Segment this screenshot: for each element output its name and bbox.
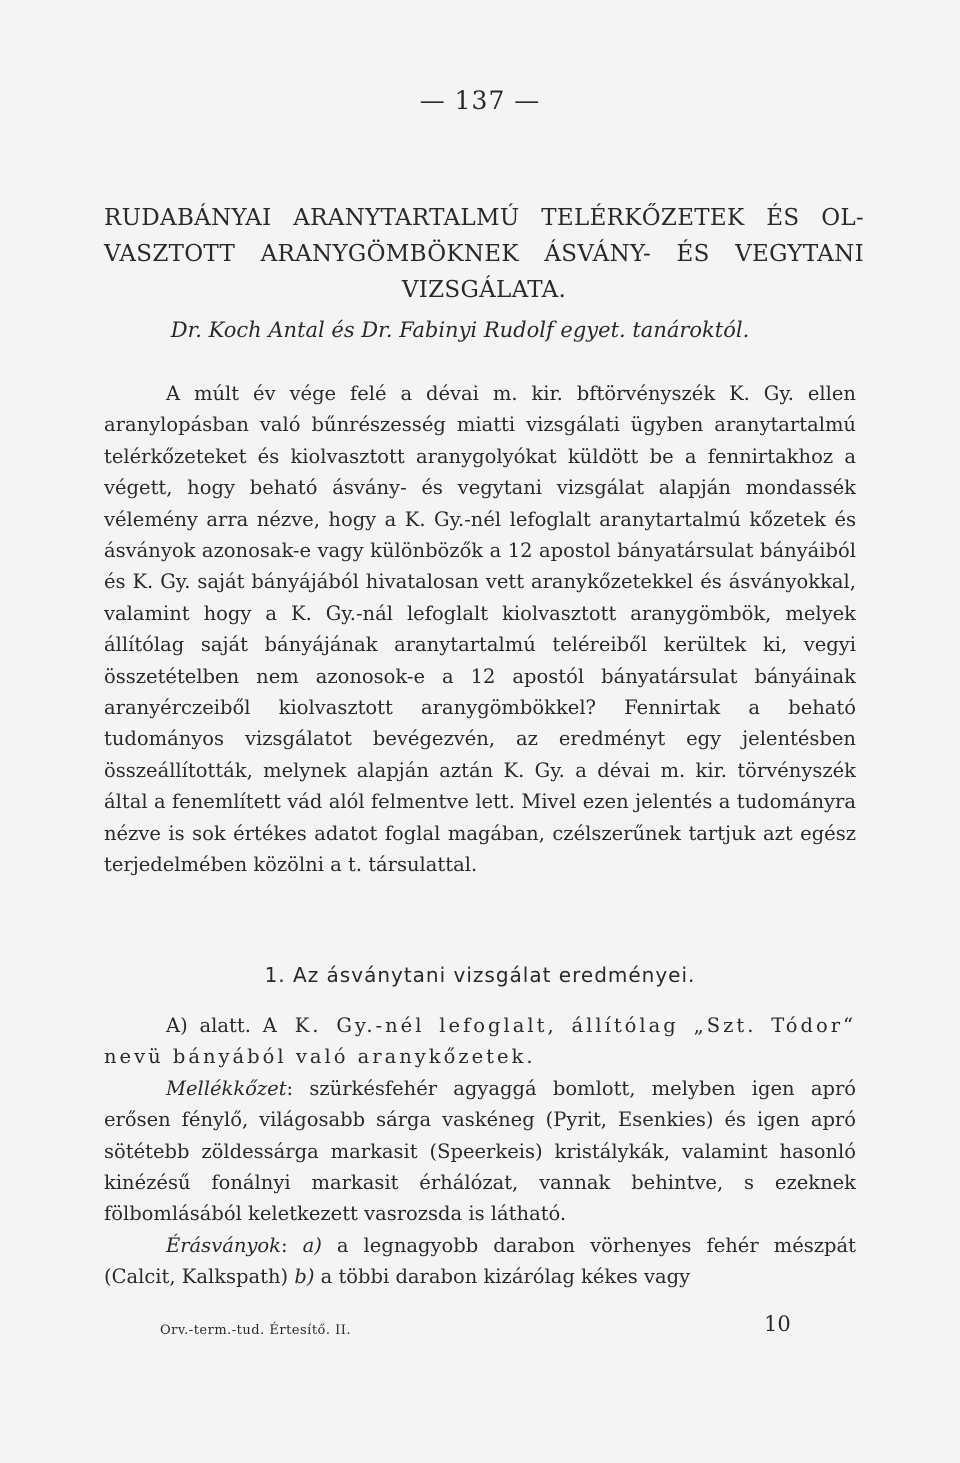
item-a-marker: a) xyxy=(302,1233,322,1257)
footer-signature: 10 xyxy=(764,1312,791,1336)
item-b-text: a többi darabon kizárólag kékes vagy xyxy=(314,1265,691,1289)
page-number: — 137 — xyxy=(419,86,541,115)
item-a-text: a legnagyobb darabon vörhenyes fehér mészpát (Calcit, Kalkspath) xyxy=(104,1233,856,1289)
section-heading: 1. Az ásványtani vizsgálat eredményei. xyxy=(264,963,696,987)
article-title xyxy=(104,200,864,308)
item-b-marker: b) xyxy=(294,1265,315,1289)
paragraph-erasvanyok xyxy=(104,1230,856,1293)
erasvanyok-colon: : xyxy=(280,1233,303,1257)
footer-source: Orv.-term.-tud. Értesítő. II. xyxy=(160,1323,352,1338)
title-line-1: RUDABÁNYAI ARANYTARTALMÚ TELÉRKŐZETEK ÉS OL- xyxy=(104,205,864,231)
intro-paragraph: A múlt év vége felé a dévai m. kir. bftörvényszék K. Gy. ellen aranylopásban való bűnrészesség miatti vizsgálati ügyben aranytartalmú telérkőzeteket és kiolvasztott aranygolyókat küldött be a fennirtakhoz a végett, hogy beható ásvány- és vegytani vizsgálat alapján mondassék vélemény arra nézve, hogy a K. Gy.-nél lefoglalt aranytartalmú kőzetek és ásványok azonosak-e vagy különbözők a 12 apostol bányatársulat bányáiból és K. Gy. saját bányájából hivatalosan vett aranykőzetekkel és ásványokkal, valamint hogy a K. Gy.-nál lefoglalt kiolvasztott aranygömbök, melyek állítólag saját bányájának aranytartalmú teléreiből kerültek ki, vegyi összetételben nem azonosok-e a 12 apostól bányatársulat bányáinak aranyérczeiből kiolvasztott aranygömbökkel? Fennirtak a beható tudományos vizsgálatot bevégezvén, az eredményt egy jelentésben összeállították, melynek alapján aztán K. Gy. a dévai m. kir. törvényszék által a fenemlített vád alól felmentve lett. Mivel ezen jelentés a tudományra nézve is sok értékes adatot foglal magában, czélszerűnek tartjuk azt egész terjedelmében közölni a t. társulattal. xyxy=(104,382,856,877)
subsection-heading: A K. Gy.-nél lefoglalt, állítólag „Szt. Tódor“ nevü bányából való aranykőzetek. xyxy=(104,1014,856,1069)
erasvanyok-lead: Érásványok xyxy=(166,1233,281,1257)
title-line-3: VIZSGÁLATA. xyxy=(401,277,567,303)
subsection-body xyxy=(104,1010,856,1293)
subsection-heading-paragraph xyxy=(104,1010,856,1073)
mellekkozet-lead: Mellékkőzet xyxy=(166,1076,287,1100)
title-line-2: VASZTOTT ARANYGÖMBÖKNEK ÁSVÁNY- ÉS VEGYTANI xyxy=(104,241,864,267)
paragraph-mellekkozet xyxy=(104,1073,856,1230)
intro-body xyxy=(104,378,856,881)
authors-line: Dr. Koch Antal és Dr. Fabinyi Rudolf egyet. tanároktól. xyxy=(170,318,750,342)
mellekkozet-text: : szürkésfehér agyaggá bomlott, melyben igen apró erősen fénylő, világosabb sárga vaskéneg (Pyrit, Esenkies) és igen apró sötétebb zöldessárga markasit (Speerkeis) kristálykák, valamint hasonló kinézésű fonálnyi markasit érhálózat, vannak behintve, s ezeknek fölbomlásából keletkezett vasrozsda is látható. xyxy=(104,1076,856,1226)
subsection-label: A) alatt. xyxy=(166,1014,251,1037)
